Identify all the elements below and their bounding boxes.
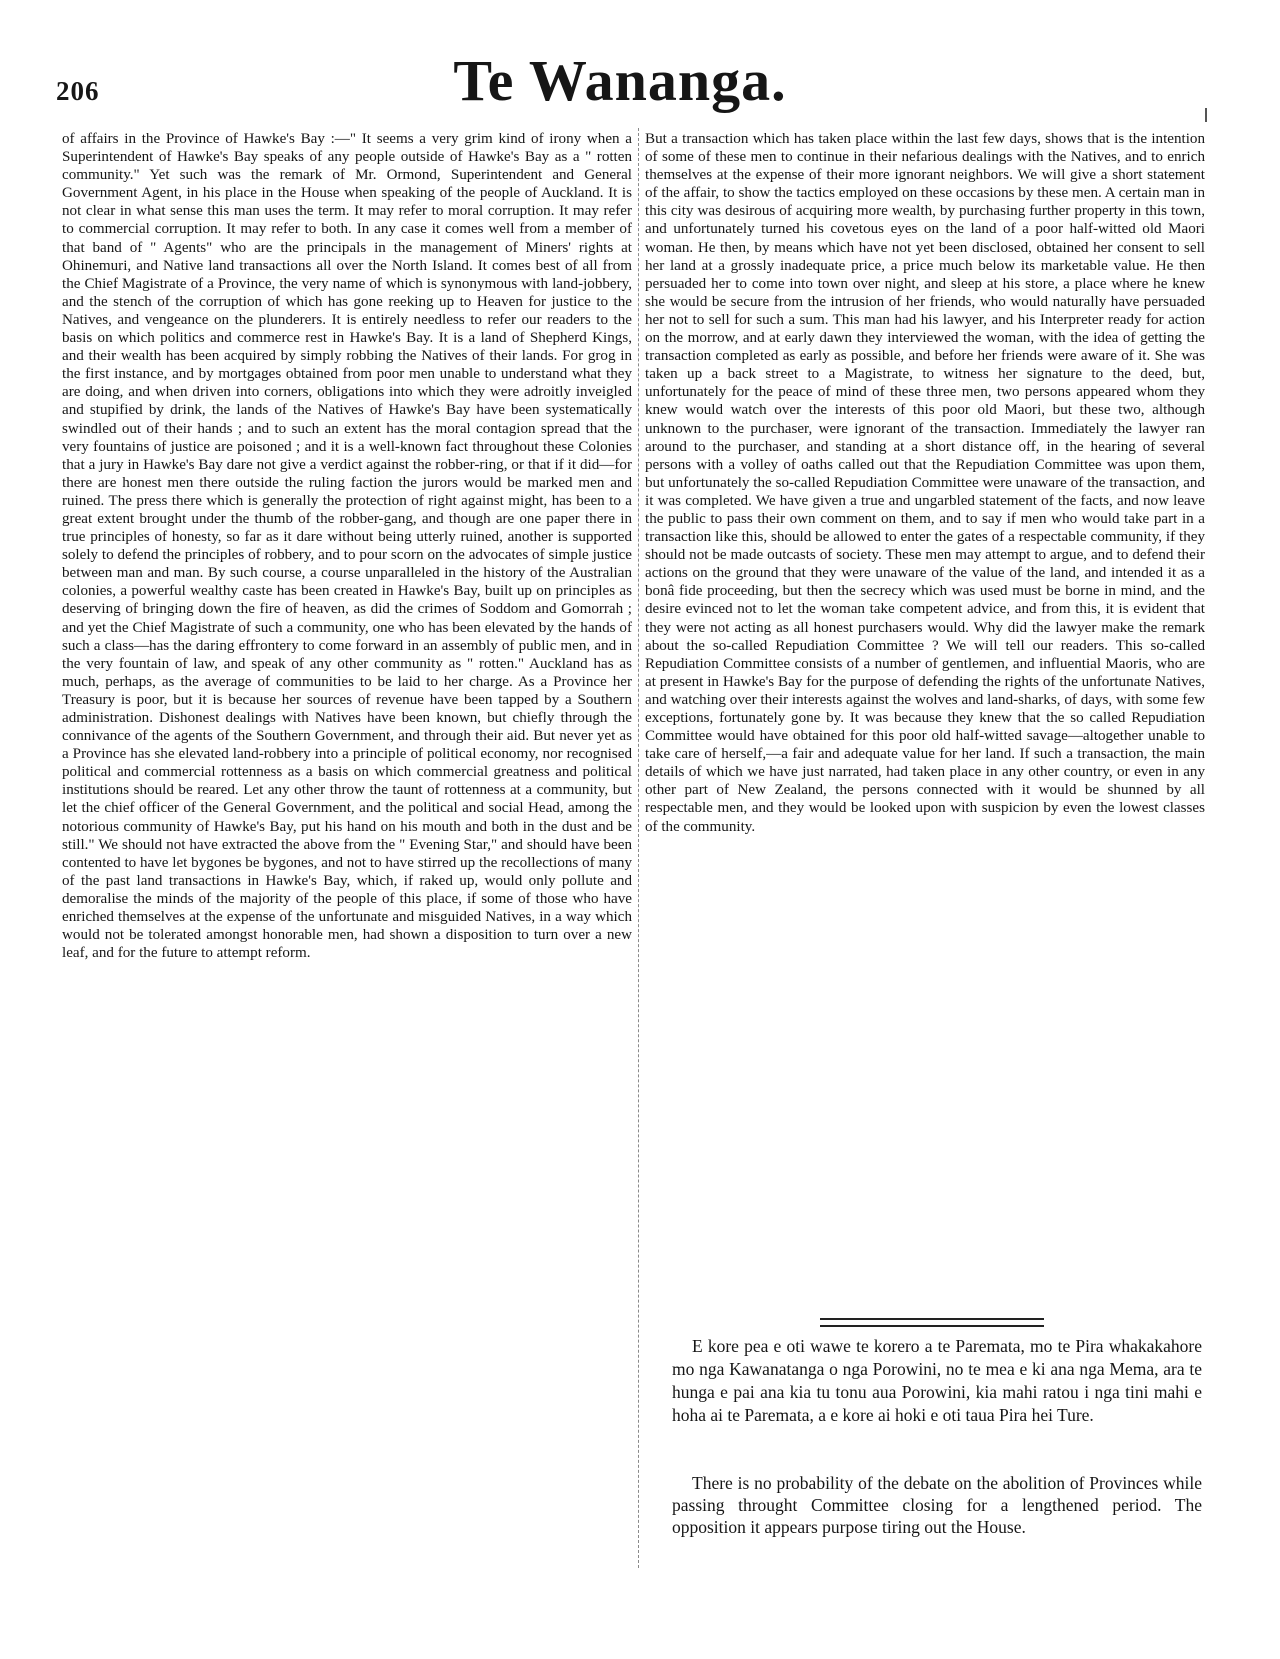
- english-note-text: There is no probability of the debate on the abolition of Provinces while passing throught Committee closing for a lengthened period. The opposition it appears purpose tiring out the House.: [672, 1473, 1202, 1537]
- right-column-text: But a transaction which has taken place within the last few days, shows that is the intention of some of these men to continue in their nefarious dealings with the Natives, and to enrich themselves at the expense of their more ignorant neighbors. We will give a short statement of the affair, to show the tactics employed on these occasions by these men. A certain man in this city was desirous of acquiring more wealth, by purchasing further property in this town, and unfortunately turned his covetous eyes on the land of a poor half-witted old Maori woman. He then, by means which have not yet been disclosed, obtained her consent to sell her land at a grossly inadequate price, a price much below its marketable value. He then persuaded her to come into town over night, and sleep at his store, a place where he knew she would be secure from the intrusion of her friends, who would naturally have persuaded her not to sell for such a sum. This man had his lawyer, and his Interpreter ready for action on the morrow, and at early dawn they interviewed the woman, with the idea of getting the transaction completed as early as possible, and before her friends were aware of it. She was taken up a back street to a Magistrate, to witness her signature to the deed, but, unfortunately for the peace of mind of these three men, two persons appeared whom they knew would watch over the interests of this poor old Maori, but these two, although unknown to the purchaser, were ignorant of the transaction. Immediately the lawyer ran around to the purchaser, and standing at a short distance off, in the hearing of several persons with a volley of oaths called out that the Repudiation Committee was upon them, but unfortunately the so-called Repudiation Committee were unaware of the transaction, and it was completed. We have given a true and ungarbled statement of the facts, and now leave the public to pass their own comment on them, and to say if men who would take part in a transaction like this, should be allowed to enter the gates of a respectable community, if they should not be made outcasts of society. These men may attempt to argue, and to defend their actions on the ground that they were unaware of the value of the land, and intended it as a bonâ fide proceeding, but then the secrecy which was used must be borne in mind, and the desire evinced not to let the woman take competent advice, and from this, it is evident that they were not acting as all honest purchasers would. Why did the lawyer make the remark about the so-called Repudiation Committee ? We will tell our readers. This so-called Repudiation Committee consists of a number of gentlemen, and influential Maoris, who are at present in Hawke's Bay for the purpose of defending the rights of the unfortunate Natives, and watching over their interests against the wolves and land-sharks, of days, with some few exceptions, fortunately gone by. It was because they knew that the so called Repudiation Committee would have obtained for this poor old half-witted savage—altogether unable to take care of herself,—a fair and adequate value for her land. If such a transaction, the main details of which we have just narrated, had taken place in any other country, or even in any other part of New Zealand, the persons connected with it would be shunned by all respectable men, and they would be looked upon with suspicion by even the lowest classes of the community.: [645, 131, 1205, 835]
- section-separator-rule: [820, 1318, 1044, 1327]
- left-column-text: of affairs in the Province of Hawke's Bay :—" It seems a very grim kind of irony when a Superintendent of Hawke's Bay speaks of any people outside of Hawke's Bay as a " rotten community." Yet such was the remark of Mr. Ormond, Superintendent and General Government Agent, in his place in the House when speaking of the people of Auckland. It is not clear in what sense this man uses the term. It may refer to moral corruption. It may refer to commercial corruption. It may refer to both. In any case it comes well from a member of that band of " Agents" who are the principals in the management of Miners' rights at Ohinemuri, and Native land transactions all over the North Island. It comes best of all from the Chief Magistrate of a Province, the very name of which is synonymous with land-jobbery, and the stench of the corruption of which has gone reeking up to Heaven for justice to the Natives, and vengeance on the plunderers. It is entirely needless to refer our readers to the basis on which politics and commerce rest in Hawke's Bay. It is a land of Shepherd Kings, and their wealth has been acquired by simply robbing the Natives of their lands. For grog in the first instance, and by mortgages obtained from poor men unable to understand what they are doing, and when driven into corners, obligations into which they were adroitly inveigled and stupified by drink, the lands of the Natives of Hawke's Bay have been systematically swindled out of their hands ; and to such an extent has the moral contagion spread that the very fountains of justice are poisoned ; and it is a well-known fact throughout these Colonies that a jury in Hawke's Bay dare not give a verdict against the robber-ring, or that if it did—for there are honest men there outside the ruling faction the jurors would be marked men and ruined. The press there which is generally the protection of right against might, has been to a great extent brought under the thumb of the robber-gang, and though are one paper there in true principles of honesty, so far as it dare without being utterly ruined, another is supported solely to defend the principles of robbery, and to pour scorn on the advocates of simple justice between man and man. By such course, a course unparalleled in the history of the Australian colonies, a powerful wealthy caste has been created in Hawke's Bay, built up on principles as deserving of bringing down the fire of heaven, as did the crimes of Soddom and Gomorrah ; and yet the Chief Magistrate of such a community, one who has been elevated by the hands of such a class—has the daring effrontery to come forward in an assembly of public men, and in the very fountain of law, and speak of any other community as " rotten." Auckland has as much, perhaps, as the average of communities to be laid to her charge. As a Province her Treasury is poor, but it is because her sources of revenue have been tapped by a Southern administration. Dishonest dealings with Natives have been known, but chiefly through the connivance of the agents of the Southern Government, and through their aid. But never yet as a Province has she elevated land-robbery into a principle of political economy, nor recognised political and commercial rottenness as a basis on which commercial greatness and political institutions should be reared. Let any other throw the taunt of rottenness at a community, but let the chief officer of the General Government, and the political and social Head, among the notorious community of Hawke's Bay, put his hand on his mouth and both in the dust and be still." We should not have extracted the above from the " Evening Star," and should have been contented to have let bygones be bygones, and not to have stirred up the recollections of many of the past land transactions in Hawke's Bay, which, if raked up, would only pollute and demoralise the minds of the majority of the people of this place, if some of those who have enriched themselves at the expense of the unfortunate and misguided Natives, in a way which would not be tolerated amongst honorable men, had shown a disposition to turn over a new leaf, and for the future to attempt reform.: [62, 131, 632, 962]
- masthead-title: Te Wananga.: [453, 48, 787, 113]
- page-number: 206: [56, 76, 100, 106]
- column-divider: [638, 128, 640, 1568]
- english-news-note: [672, 1472, 1202, 1538]
- corner-mark: [1205, 108, 1207, 122]
- maori-note-text: E kore pea e oti wawe te korero a te Paremata, mo te Pira whakakahore mo nga Kawanatanga o nga Porowini, no te mea e ki ana nga Mema, ara te hunga e pai ana kia tu tonu aua Porowini, kia mahi ratou i nga tini mahi e hoha ai te Paremata, a e kore ai hoki e oti taua Pira hei Ture.: [672, 1336, 1202, 1425]
- maori-news-note: [672, 1335, 1202, 1427]
- right-column: [645, 130, 1205, 836]
- left-column: [62, 130, 632, 962]
